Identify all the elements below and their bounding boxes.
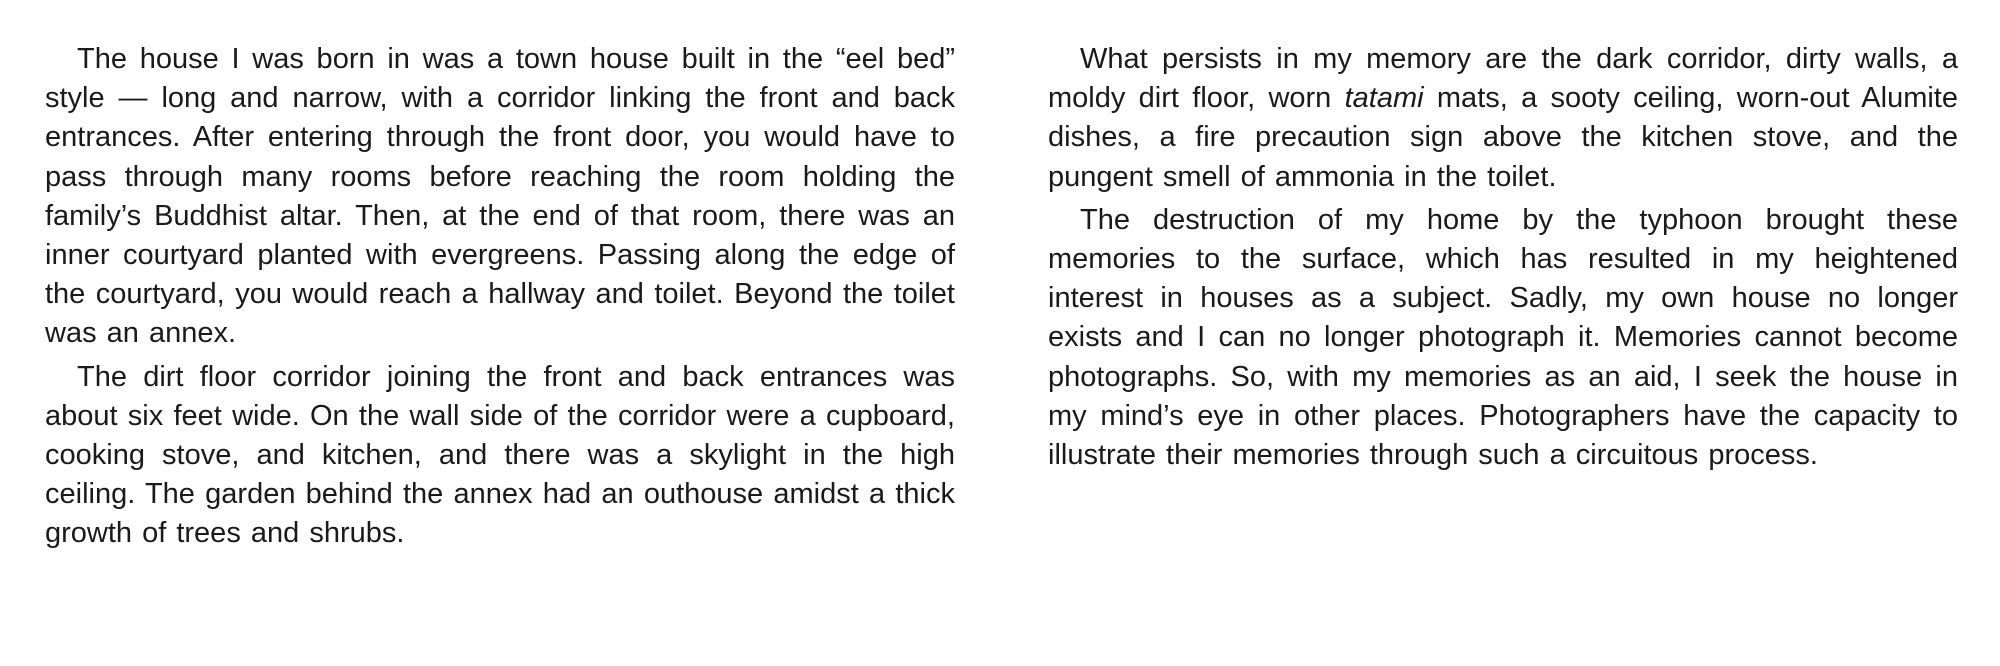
text-run: mats, a sooty ceiling, worn-out Alumite dishes, a fire precaution sign above the kitchen stove, and the pungent smell of ammonia in the toilet. (1048, 82, 1958, 193)
paragraph-typhoon-destruction: The destruction of my home by the typhoon brought these memories to the surface, which has resulted in my heightened interest in houses as a subject. Sadly, my own house no longer exists and I can no longer photograph it. Memories cannot become photographs. So, with my memories as an aid, I seek the house in my mind’s eye in other places. Photographers have the capacity to illustrate their memories through such a circuitous process. (1048, 203, 1958, 472)
left-column (45, 40, 955, 558)
paragraph-persisting-memory (1048, 40, 1958, 197)
right-column (1048, 40, 1958, 479)
paragraph-birth-house: The house I was born in was a town house built in the “eel bed” style — long and narrow, with a corridor linking the front and back entrances. After entering through the front door, you would have to pass through many rooms before reaching the room holding the family’s Buddhist altar. Then, at the end of that room, there was an inner courtyard planted with evergreens. Passing along the edge of the courtyard, you would reach a hallway and toilet. Beyond the toilet was an annex. (45, 43, 955, 350)
italic-term: tatami (1344, 82, 1424, 115)
text-run: What persists in my memory are the dark corridor, dirty walls, a moldy dirt floor, worn (1048, 43, 1958, 115)
paragraph-dirt-floor-corridor: The dirt floor corridor joining the front and back entrances was about six feet wide. On the wall side of the corridor were a cupboard, cooking stove, and kitchen, and there was a skylight in the high ceiling. The garden behind the annex had an outhouse amidst a thick growth of trees and shrubs. (45, 360, 955, 550)
